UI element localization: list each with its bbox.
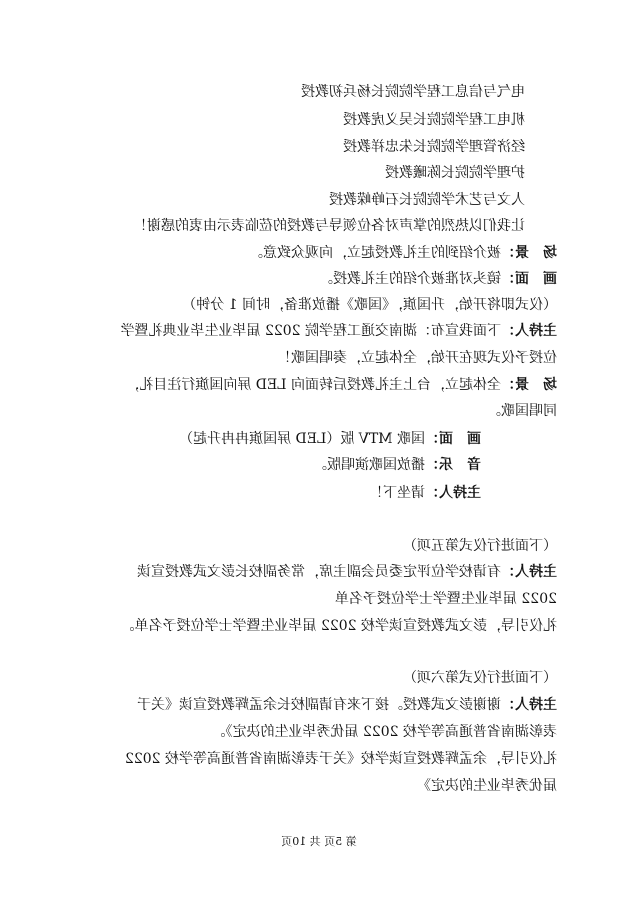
ceremony-line: 礼仪引导，余孟辉教授宣读学校《关于表彰湖南省普通高等学校 2022 (124, 751, 557, 767)
guest-line: 护理学院院长陈曦教授 (385, 165, 525, 181)
guest-line: 经济管理学院院长朱忠祥教授 (343, 139, 525, 155)
scene-label: 场 景： (501, 377, 557, 393)
scene-line (249, 244, 557, 262)
screen-line (179, 430, 481, 448)
screen-text: 镜头对准被介绍的主礼教授。 (319, 271, 501, 287)
host-line (137, 563, 557, 581)
scene-text: 全体起立，台上主礼教授后转面向 LED 屏向国旗行注目礼， (125, 377, 501, 393)
ceremony-line: 礼仪引导，彭文武教授宣读学校 2022 届毕业生暨学士学位授予名单。 (120, 618, 557, 634)
scene-line-cont: 同唱国歌。 (487, 403, 557, 419)
host-text: 请坐下！ (369, 485, 425, 501)
host-line-cont: 2022 届毕业生暨学士学位授予名单 (334, 591, 557, 607)
section-heading: （下面进行仪式第六项） (403, 670, 557, 686)
host-label: 主持人： (501, 564, 557, 580)
guest-line: 机电工程学院院长吴义虎教授 (343, 112, 525, 128)
host-text: 有请校学位评定委员会副主席，常务副校长彭文武教授宣读 (137, 564, 501, 580)
screen-label: 画 面： (501, 271, 557, 287)
host-line-cont: 表彰湖南省普通高等学校 2022 届优秀毕业生的决定》。 (211, 724, 557, 740)
host-line-cont: 位授予仪式现在开始，全体起立，奏唱国歌！ (277, 350, 557, 366)
scene-label: 场 景： (501, 245, 557, 261)
host-line (369, 484, 481, 502)
host-label: 主持人： (501, 323, 557, 339)
music-text: 播放国歌演唱版。 (313, 457, 425, 473)
guest-line: 电气与信息工程学院院长杨兵初教授 (301, 84, 525, 100)
host-label: 主持人： (501, 697, 557, 713)
screen-label: 画 面： (425, 431, 481, 447)
host-line (120, 322, 557, 340)
host-text: 谢谢彭文武教授。接下来有请副校长余孟辉教授宣读《关于 (137, 697, 501, 713)
screen-line (319, 270, 557, 288)
music-label: 音 乐： (425, 457, 481, 473)
host-text: 下面我宣布：湖南交通工程学院 2022 届毕业生毕业典礼暨学 (120, 323, 501, 339)
host-line (137, 696, 557, 714)
scene-line (125, 376, 557, 394)
scene-text: 被介绍到的主礼教授起立，向观众致意。 (249, 245, 501, 261)
music-line (313, 456, 481, 474)
section-heading: （下面进行仪式第五项） (403, 538, 557, 554)
note-line: （仪式即将开始，升国旗，《国歌》播放准备，时间 1 分钟） (182, 297, 557, 313)
guest-line: 人文与艺术学院院长石峥嵘教授 (329, 192, 525, 208)
page-footer: 第 5页 共 10页 (281, 835, 357, 848)
ceremony-line-cont: 届优秀毕业生的决定》 (417, 778, 557, 794)
screen-text: 国歌 MTV 版（LED 屏国旗冉冉升起） (179, 431, 425, 447)
host-label: 主持人： (425, 485, 481, 501)
thanks-line: 让我们以热烈的掌声对各位领导与教授的莅临表示由衷的感谢！ (133, 218, 525, 234)
